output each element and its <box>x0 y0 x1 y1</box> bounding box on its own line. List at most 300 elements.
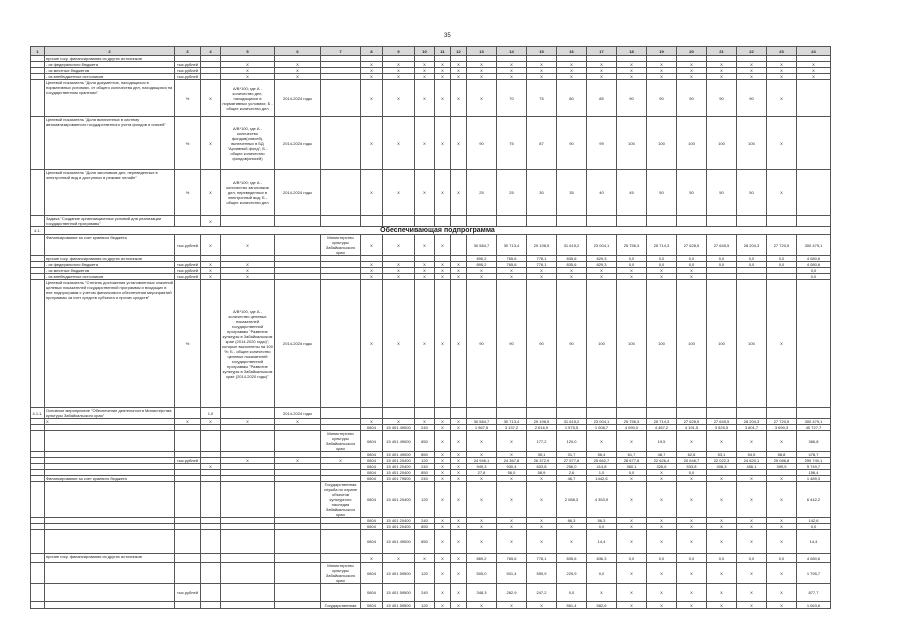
table-cell <box>797 216 831 227</box>
table-row <box>31 117 831 170</box>
table-cell: Министерство культуры Забайкальского края <box>321 235 361 256</box>
table-cell: 835,6 <box>557 256 587 262</box>
table-cell: X <box>677 482 707 518</box>
table-cell: X <box>435 419 451 425</box>
table-cell: 25 086,8 <box>767 458 797 464</box>
header-cell: 17 <box>587 47 617 56</box>
table-cell: X <box>435 452 451 458</box>
table-cell: 40 <box>587 170 617 216</box>
table-cell: X <box>383 419 415 425</box>
table-cell: X <box>383 554 415 563</box>
table-cell: X <box>737 62 767 68</box>
table-cell <box>221 584 275 602</box>
table-cell: X <box>707 476 737 482</box>
table-cell <box>175 216 201 227</box>
table-cell: X <box>737 482 767 518</box>
table-cell: X <box>435 584 451 602</box>
table-cell: X <box>201 268 221 274</box>
table-cell: X <box>221 68 275 74</box>
table-cell: X <box>677 518 707 524</box>
table-cell: X <box>361 419 383 425</box>
table-cell: X <box>451 470 467 476</box>
table-cell: X <box>435 170 451 216</box>
table-cell <box>415 408 435 419</box>
table-cell: 1 063,6 <box>797 602 831 609</box>
table-cell: - из местных бюджетов <box>45 68 175 74</box>
table-cell: X <box>361 74 383 80</box>
table-cell: 120 <box>415 563 435 584</box>
table-cell <box>201 554 221 563</box>
header-cell: 3 <box>175 47 201 56</box>
table-cell: 25 756,3 <box>617 419 647 425</box>
header-cell: 11 <box>435 47 451 56</box>
table-cell: 26 372,9 <box>527 458 557 464</box>
table-cell <box>797 280 831 408</box>
table-cell: X <box>617 431 647 452</box>
table-cell <box>31 530 45 554</box>
table-cell: X <box>451 530 467 554</box>
table-cell: X <box>737 602 767 609</box>
table-cell: X <box>677 268 707 274</box>
table-row <box>31 584 831 602</box>
table-cell <box>797 408 831 419</box>
table-cell: X <box>383 262 415 268</box>
table-cell: X <box>707 584 737 602</box>
table-cell: 56,3 <box>587 518 617 524</box>
table-cell: X <box>647 524 677 530</box>
table-cell: X <box>737 476 767 482</box>
table-cell: X <box>617 602 647 609</box>
table-cell <box>275 584 321 602</box>
table-cell: 0,0 <box>677 470 707 476</box>
table-cell: X <box>767 117 797 170</box>
table-cell: 100 <box>737 117 767 170</box>
table-cell: X <box>527 482 557 518</box>
table-cell: X <box>383 80 415 117</box>
table-cell: A/B*100, где А - количество целевых показателей государственной программы "Развитие культуры в Забайкальском крае (2014-2020 годы)", которые выполнены на 100 %; Б - общее количество целевых показателей государственной программы "Развитие культуры в Забайкальском крае (2014-2020 годы)" <box>221 280 275 408</box>
table-cell: 1,0 <box>201 408 221 419</box>
table-cell: 120 <box>415 602 435 609</box>
table-cell <box>383 216 415 227</box>
table-cell: 0,0 <box>617 256 647 262</box>
table-cell: X <box>767 80 797 117</box>
table-cell: 2014-2024 годы <box>275 80 321 117</box>
table-cell <box>175 602 201 609</box>
table-cell: X <box>497 452 527 458</box>
table-cell: 15 401 20400 <box>383 524 415 530</box>
table-cell: 14,4 <box>587 530 617 554</box>
table-cell: 27,8 <box>467 470 497 476</box>
table-cell: 56,4 <box>587 452 617 458</box>
table-cell: X <box>435 262 451 268</box>
table-cell: Государственная служба по охране объектов культурного наследия Забайкальского края <box>321 482 361 518</box>
table-cell: 24 946,1 <box>467 458 497 464</box>
table-cell: 850 <box>415 452 435 458</box>
table-cell: X <box>707 524 737 530</box>
table-cell <box>497 216 527 227</box>
table-cell: 3 137,2 <box>497 425 527 431</box>
table-cell: X <box>617 274 647 280</box>
table-cell: 0804 <box>361 470 383 476</box>
table-cell: - из внебюджетных источников <box>45 274 175 280</box>
table-cell: X <box>617 518 647 524</box>
table-cell: X <box>221 235 275 256</box>
table-cell: X <box>275 62 321 68</box>
table-cell: X <box>677 524 707 530</box>
header-cell: 18 <box>617 47 647 56</box>
table-cell: 30 584,7 <box>467 419 497 425</box>
table-cell: X <box>647 62 677 68</box>
table-cell <box>31 170 45 216</box>
table-cell <box>221 216 275 227</box>
table-cell: X <box>707 62 737 68</box>
table-cell: X <box>497 602 527 609</box>
table-cell: X <box>451 274 467 280</box>
table-cell: X <box>383 74 415 80</box>
table-cell: 256,0 <box>557 464 587 470</box>
table-cell: 100 <box>617 280 647 408</box>
table-cell: 100 <box>707 117 737 170</box>
table-cell: X <box>767 530 797 554</box>
table-cell: 1 575,5 <box>557 425 587 431</box>
table-cell: 0804 <box>361 452 383 458</box>
table-cell: Целевой показатель "Степень достижения установленных значений целевых показателей государственной программы и входящих в нее подпрограмм с учетом финансового обеспечения мероприятий программы за счет средств субъекта и прочих средств" <box>45 280 175 408</box>
table-cell: 3 690,3 <box>767 425 797 431</box>
table-cell: 0,0 <box>737 256 767 262</box>
table-cell: X <box>275 68 321 74</box>
table-cell: 262,9 <box>497 584 527 602</box>
table-cell: 0,0 <box>767 262 797 268</box>
table-cell: 0804 <box>361 602 383 609</box>
table-row <box>31 482 831 518</box>
table-cell: X <box>361 262 383 268</box>
table-cell: X <box>435 280 451 408</box>
table-cell: A/B*100, где А - количество фондов(описей), включенных в БД "Архивный фонд"; Б - общее количество фондов(описей) <box>221 117 275 170</box>
table-cell: 30 713,4 <box>497 235 527 256</box>
table-cell: тыс.рублей <box>175 584 201 602</box>
table-cell: 58,9 <box>527 470 557 476</box>
table-cell: X <box>467 274 497 280</box>
table-cell <box>201 482 221 518</box>
table-cell: X <box>647 530 677 554</box>
table-cell: 2014-2024 годы <box>275 280 321 408</box>
table-cell <box>175 530 201 554</box>
table-cell: 778,1 <box>527 262 557 268</box>
table-cell: X <box>527 602 557 609</box>
table-cell: X <box>451 452 467 458</box>
table-cell: X <box>201 419 221 425</box>
table-cell <box>275 216 321 227</box>
table-cell: X <box>707 482 737 518</box>
table-cell: X <box>415 235 435 256</box>
table-cell: X <box>767 602 797 609</box>
header-cell: 13 <box>467 47 497 56</box>
table-cell: 300 479,1 <box>797 235 831 256</box>
table-cell: 86,3 <box>557 518 587 524</box>
table-cell: X <box>497 518 527 524</box>
table-cell <box>221 482 275 518</box>
table-cell: 29 198,5 <box>527 235 557 256</box>
table-cell: X <box>617 482 647 518</box>
table-cell: X <box>617 74 647 80</box>
table-row <box>31 431 831 452</box>
table-cell: 15 401 49000 <box>383 431 415 452</box>
table-cell: X <box>451 74 467 80</box>
table-cell: 1 489,3 <box>797 476 831 482</box>
table-cell: % <box>175 170 201 216</box>
table-cell: X <box>617 476 647 482</box>
table-cell: 0,0 <box>587 524 617 530</box>
table-cell: Министерство культуры Забайкальского края <box>321 563 361 584</box>
table-cell: 603,8 <box>527 464 557 470</box>
table-cell <box>737 216 767 227</box>
table-cell: 15 401 20400 <box>383 464 415 470</box>
table-cell: X <box>737 524 767 530</box>
table-cell: X <box>321 458 361 464</box>
header-cell: 24 <box>797 47 831 56</box>
table-cell: 240 <box>415 464 435 470</box>
table-cell <box>45 602 175 609</box>
table-cell: 100 <box>677 280 707 408</box>
table-cell: X <box>587 431 617 452</box>
table-cell <box>175 431 201 452</box>
table-cell: X <box>677 584 707 602</box>
table-cell <box>617 408 647 419</box>
table-cell: 582,6 <box>587 602 617 609</box>
table-cell: 0804 <box>361 476 383 482</box>
table-cell: Задача "Создание организационных условий для реализации государственной программы" <box>45 216 175 227</box>
table-cell <box>31 216 45 227</box>
table-cell: X <box>527 518 557 524</box>
subprogram-title: Обеспечивающая подпрограмма <box>45 227 831 235</box>
table-cell: 30 713,4 <box>497 419 527 425</box>
table-cell: X <box>647 563 677 584</box>
table-cell: 35 <box>557 170 587 216</box>
table-cell: X <box>707 602 737 609</box>
table-cell: 0,0 <box>707 554 737 563</box>
table-cell: 25 <box>497 170 527 216</box>
table-cell <box>451 408 467 419</box>
table-cell: X <box>467 431 497 452</box>
table-cell <box>221 602 275 609</box>
table-cell <box>321 530 361 554</box>
table-cell <box>677 216 707 227</box>
table-cell: X <box>767 170 797 216</box>
table-cell: Целевой показатель "Доля включенных в систему автоматизированного государственного учета фондов и описей" <box>45 117 175 170</box>
table-cell <box>557 408 587 419</box>
table-cell: 61,7 <box>617 452 647 458</box>
table-cell: X <box>737 74 767 80</box>
table-cell: Финансирование за счет краевого бюджета <box>45 235 175 256</box>
header-cell: 4 <box>201 47 221 56</box>
table-cell: X <box>557 530 587 554</box>
table-cell: X <box>797 68 831 74</box>
table-cell: 50 <box>707 170 737 216</box>
table-cell: 559,9 <box>527 563 557 584</box>
table-cell <box>31 235 45 256</box>
table-cell: 414,8 <box>587 464 617 470</box>
table-cell: X <box>201 216 221 227</box>
table-cell <box>201 563 221 584</box>
table-cell: 50 <box>677 170 707 216</box>
table-cell: 100 <box>677 117 707 170</box>
table-cell: 0,0 <box>737 554 767 563</box>
table-cell: X <box>275 458 321 464</box>
subprogram-row <box>31 227 831 235</box>
table-cell: X <box>221 458 275 464</box>
table-cell: 0,0 <box>677 256 707 262</box>
header-cell: 7 <box>321 47 361 56</box>
table-cell <box>275 554 321 563</box>
table-cell: X <box>221 274 275 280</box>
table-cell: 0804 <box>361 458 383 464</box>
table-cell: 0,0 <box>617 470 647 476</box>
table-cell <box>31 554 45 563</box>
table-cell: 0,0 <box>767 256 797 262</box>
table-cell: X <box>467 74 497 80</box>
table-cell: 85 <box>587 80 617 117</box>
table-cell <box>221 408 275 419</box>
table-cell <box>321 584 361 602</box>
table-cell: 2014-2024 годы <box>275 170 321 216</box>
header-cell: 6 <box>275 47 321 56</box>
table-cell: X <box>527 530 557 554</box>
table-cell: 778,1 <box>527 256 557 262</box>
table-cell: 348,3 <box>467 584 497 602</box>
table-cell: 4 080,6 <box>797 256 831 262</box>
header-cell: 16 <box>557 47 587 56</box>
table-cell: прочие госу. финансирования из других источников <box>45 554 175 563</box>
table-cell: X <box>557 68 587 74</box>
table-cell: X <box>435 518 451 524</box>
table-cell: 15 401 59500 <box>383 584 415 602</box>
table-cell: Целевой показатель "Доля заголовков дел, переведенных в электронный вид и доступных в режиме онлайн" <box>45 170 175 216</box>
table-cell: X <box>797 62 831 68</box>
table-cell: X <box>435 268 451 274</box>
table-cell: 31,7 <box>557 452 587 458</box>
table-cell: X <box>361 274 383 280</box>
table-cell: 850 <box>415 431 435 452</box>
table-cell: X <box>467 518 497 524</box>
table-cell: X <box>647 68 677 74</box>
table-cell: 1,0 <box>587 470 617 476</box>
table-cell: X <box>415 80 435 117</box>
table-cell: 90 <box>677 80 707 117</box>
table-cell <box>527 408 557 419</box>
table-cell: X <box>467 476 497 482</box>
table-cell: 4 467,2 <box>647 425 677 431</box>
table-cell: 4 080,6 <box>797 262 831 268</box>
table-cell <box>201 584 221 602</box>
table-cell: 0804 <box>361 518 383 524</box>
table-cell: X <box>467 68 497 74</box>
table-cell: X <box>497 476 527 482</box>
table-cell <box>221 563 275 584</box>
table-cell: X <box>767 563 797 584</box>
table-cell: 90 <box>647 80 677 117</box>
table-cell: 90 <box>737 80 767 117</box>
table-cell: 15 401 59500 <box>383 602 415 609</box>
table-cell <box>557 216 587 227</box>
table-cell: 14,4 <box>797 530 831 554</box>
table-cell <box>617 216 647 227</box>
table-cell: 1 967,5 <box>467 425 497 431</box>
table-cell: X <box>451 518 467 524</box>
table-cell: X <box>467 62 497 68</box>
table-cell <box>321 408 361 419</box>
table-cell: X <box>201 274 221 280</box>
table-cell: X <box>617 584 647 602</box>
table-cell: тыс.рублей <box>175 68 201 74</box>
table-cell <box>31 602 45 609</box>
table-cell: 0804 <box>361 530 383 554</box>
table-cell: 27 628,5 <box>677 235 707 256</box>
table-cell: X <box>467 602 497 609</box>
table-cell: 27 645,5 <box>707 419 737 425</box>
table-cell: X <box>707 431 737 452</box>
table-cell <box>31 117 45 170</box>
table-cell: X <box>383 268 415 274</box>
table-cell: тыс.рублей <box>175 62 201 68</box>
table-cell: 120 <box>415 482 435 518</box>
table-cell: X <box>383 117 415 170</box>
table-cell: X <box>435 464 451 470</box>
table-cell: 930,4 <box>497 464 527 470</box>
header-cell: 22 <box>737 47 767 56</box>
table-cell <box>175 408 201 419</box>
table-cell <box>467 216 497 227</box>
table-cell: % <box>175 280 201 408</box>
table-cell: 46,7 <box>557 476 587 482</box>
table-cell: X <box>415 170 435 216</box>
table-cell: 100 <box>647 117 677 170</box>
table-cell: X <box>383 62 415 68</box>
table-cell: X <box>647 268 677 274</box>
table-cell: 90 <box>497 280 527 408</box>
table-cell: X <box>415 62 435 68</box>
table-cell: X <box>451 80 467 117</box>
table-cell: Государственная <box>321 602 361 609</box>
table-cell: X <box>497 274 527 280</box>
table-cell: 0,0 <box>617 554 647 563</box>
table-cell: X <box>497 268 527 274</box>
table-cell: 156,4 <box>797 470 831 476</box>
table-cell: X <box>361 170 383 216</box>
table-cell: 90 <box>557 117 587 170</box>
table-row <box>31 530 831 554</box>
table-cell: X <box>467 524 497 530</box>
table-cell: A/B*100; где А - количество дел, находящихся в нормативных условиях; Б - общее количество дел <box>221 80 275 117</box>
table-cell: 240 <box>415 476 435 482</box>
table-cell: - из федерального бюджета <box>45 62 175 68</box>
table-cell: X <box>527 274 557 280</box>
table-cell: 0,0 <box>767 554 797 563</box>
table-cell: 25 714,3 <box>647 419 677 425</box>
table-cell: X <box>737 584 767 602</box>
table-cell: X <box>451 117 467 170</box>
table-cell: X <box>435 80 451 117</box>
table-cell: X <box>435 62 451 68</box>
table-cell: X <box>451 584 467 602</box>
table-cell: 765,6 <box>497 554 527 563</box>
table-cell: 29 198,5 <box>527 419 557 425</box>
table-cell: 240 <box>415 425 435 431</box>
header-cell: 21 <box>707 47 737 56</box>
table-cell: X <box>647 74 677 80</box>
table-cell: X <box>767 431 797 452</box>
table-cell: 360,1 <box>617 464 647 470</box>
table-cell: 35,1 <box>527 452 557 458</box>
